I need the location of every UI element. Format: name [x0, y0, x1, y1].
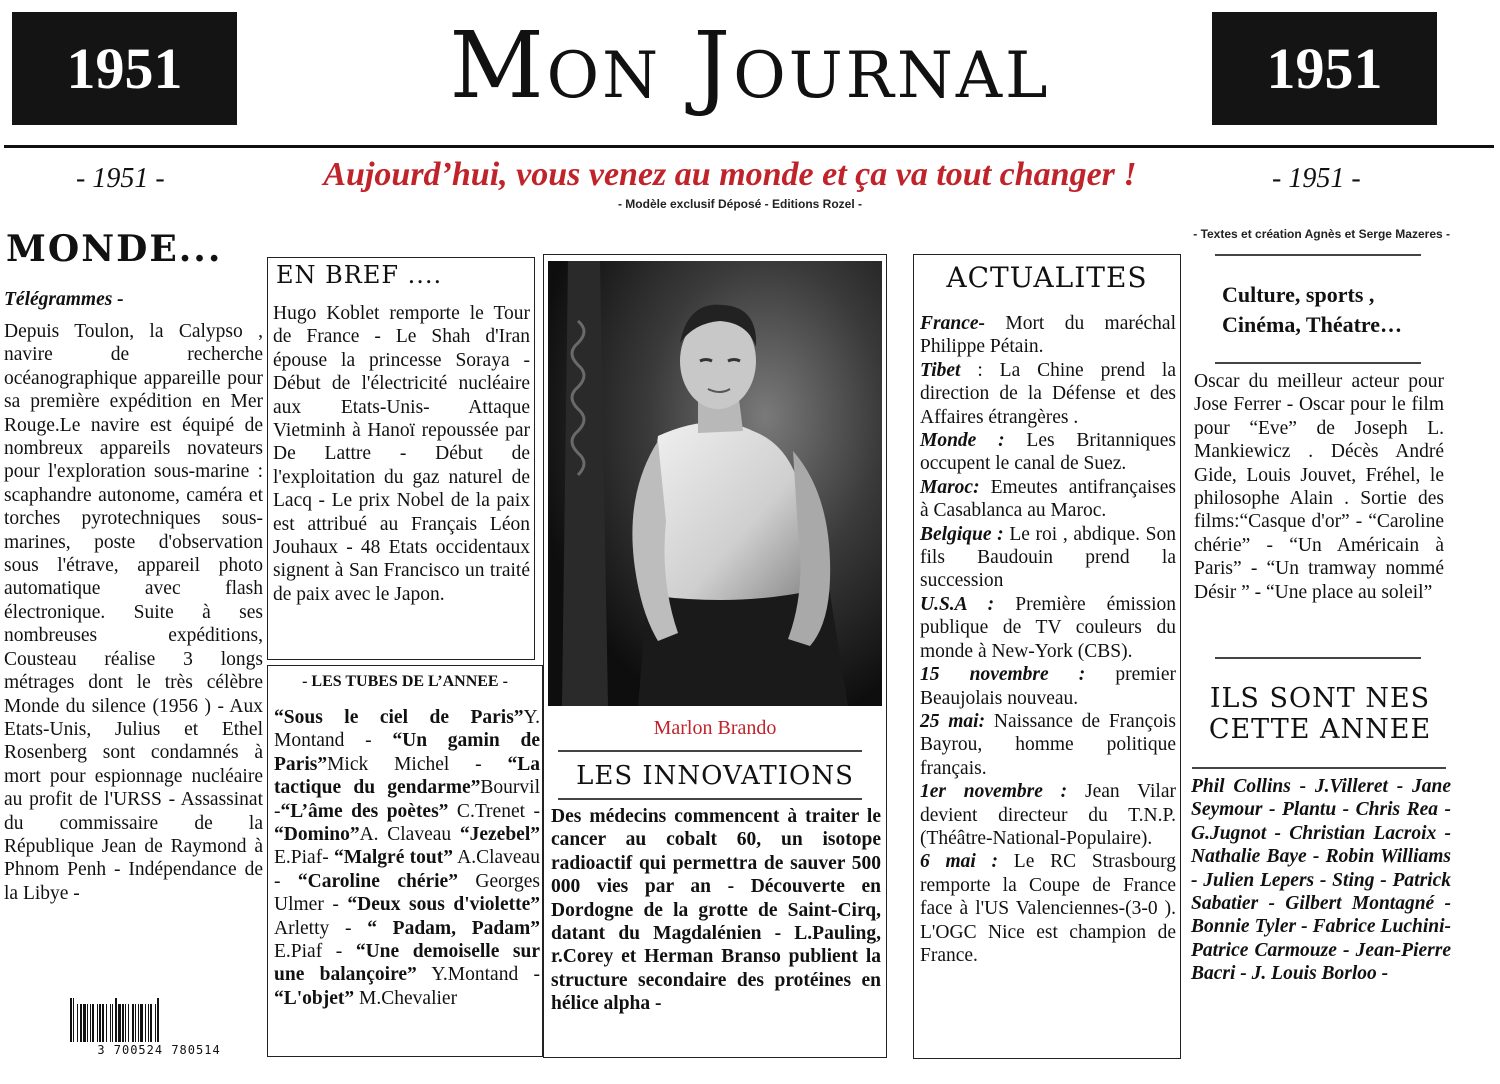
culture-rule-bottom — [1215, 657, 1421, 659]
culture-body: Oscar du meilleur acteur pour Jose Ferrer - Oscar pour le film pour “Eve” de Joseph L. Mankiewicz . Décès André Gide, Louis Jouvet, Fréhel, le philosophe Alain . Sortie des films:“Casque d'or” - “Caroline chérie” - “Un Américain à Paris” - “Un tramway nommé Désir ” - “Une place au soleil” — [1194, 371, 1444, 603]
tube-song: “Domino” — [274, 824, 360, 846]
barcode-image — [70, 998, 248, 1042]
tube-artist: C.Trenet - — [448, 800, 541, 822]
culture-title-line1: Culture, sports , — [1222, 282, 1375, 307]
tube-artist: Y. Montand - — [274, 707, 540, 752]
actualite-item — [920, 312, 1176, 359]
innovations-title: LES INNOVATIONS — [576, 761, 854, 791]
actualites-title: ACTUALITES — [946, 261, 1148, 294]
nes-body: Phil Collins - J.Villeret - Jane Seymour - Plantu - Chris Rea - G.Jugnot - Christian Lacroix - Nathalie Baye - Robin Williams - Julien Lepers - Sting - Patrick Sabatier - Gilbert Montagné - Bonnie Tyler - Fabrice Luchini-Patrice Carmouze - Jean-Pierre Bacri - J. Louis Borloo - — [1191, 776, 1451, 985]
tube-artist: Bourvil - — [274, 777, 540, 822]
culture-title-line2: Cinéma, Théatre… — [1222, 312, 1403, 337]
innovations-title-rule-bottom — [558, 798, 862, 800]
culture-rule-top — [1215, 254, 1421, 256]
tube-artist: E.Piaf - — [274, 941, 356, 963]
tube-song: “Malgré tout” — [333, 847, 453, 869]
actualite-label: Belgique : — [920, 523, 1004, 545]
year-small-left: - 1951 - — [76, 163, 165, 194]
model-note: - Modèle exclusif Déposé - Editions Rozel - — [617, 197, 863, 211]
actualites-list — [920, 312, 1176, 967]
en-bref-title: EN BREF .... — [276, 261, 443, 289]
actualite-text: : La Chine prend la direction de la Défense et des Affaires étrangères . — [920, 359, 1176, 428]
actualite-label: Monde : — [920, 430, 1005, 452]
year-small-right: - 1951 - — [1272, 163, 1361, 194]
actualite-label: 15 novembre : — [920, 664, 1086, 686]
year-right: 1951 — [1266, 36, 1383, 101]
tube-artist: A. Claveau — [359, 824, 460, 846]
tube-song: “ Padam, Padam” — [367, 917, 541, 939]
tube-song: “Deux sous d'violette” — [347, 894, 540, 916]
monde-title: MONDE... — [6, 228, 223, 270]
year-box-right — [1212, 12, 1437, 125]
actualite-text: Mort du maréchal Philippe Pétain. — [920, 313, 1176, 358]
tubes-box — [267, 665, 543, 1057]
nes-title-line2: CETTE ANNEE — [1208, 714, 1432, 745]
actualite-text: Le roi , abdique. Son fils Baudouin prend la succession — [920, 523, 1176, 592]
actualite-item — [920, 359, 1176, 429]
actualite-label: 6 mai : — [920, 851, 999, 873]
actualites-box — [913, 254, 1181, 1059]
tube-artist: Arletty - — [274, 917, 368, 939]
innovations-body: Des médecins commencent à traiter le cancer au cobalt 60, un isotope radioactif qui permettra de sauver 500 000 vies par an - Découverte en Dordogne de la grotte de Saint-Cirq, datant du Magdalénien - L.Pauling, r.Corey et Herman Branso publient la structure secondaire des protéines en hélice alpha - — [551, 806, 881, 1015]
tubes-list — [274, 706, 540, 1010]
masthead-title: Mon Journal — [449, 12, 1051, 119]
tube-song: “Jezebel” — [459, 824, 540, 846]
actualite-item — [920, 476, 1176, 523]
actualite-label: Tibet — [920, 359, 961, 381]
actualite-item — [920, 780, 1176, 850]
monde-subtitle: Télégrammes - — [4, 289, 124, 310]
tube-artist: Mick Michel - — [327, 753, 508, 775]
barcode-bar — [159, 998, 160, 1042]
tube-artist: Y.Montand - — [416, 964, 540, 986]
actualite-label: 1er novembre : — [920, 781, 1068, 803]
actualite-text: Jean Vilar devient directeur du T.N.P. (Théâtre-National-Populaire). — [920, 781, 1176, 849]
photo-caption: Marlon Brando — [653, 717, 777, 739]
monde-body: Depuis Toulon, la Calypso , navire de recherche océanographique appareille pour sa première expédition en Mer Rouge.Le navire est équipé de nombreux appareils novateurs pour l'exploration sous-marine : scaphandre autonome, caméra et torches pyrotechniques sous-marines, poste d'observation sous l'étrave, appareil photo automatique avec flash électronique. Suite à ses nombreuses expéditions, Cousteau réalise 3 longs métrages dont le très célèbre Monde du silence (1956 ) - Aux Etats-Unis, Julius et Ethel Rosenberg sont condamnés à mort pour espionnage nucléaire au profit de l'URSS - Assassinat du commissaire de la République Jean de Raymond à Phnom Penh - Indépendance de la Libye - — [4, 321, 263, 904]
tube-artist: A.Claveau - — [274, 847, 540, 892]
authors-note: - Textes et création Agnès et Serge Mazeres - — [1193, 227, 1450, 241]
tube-song: “Un gamin de Paris” — [274, 730, 540, 775]
en-bref-body: Hugo Koblet remporte le Tour de France - Le Shah d'Iran épouse la princesse Soraya - Début de l'électricité nucléaire aux Etats-Unis- Attaque Vietminh à Hanoï repoussée par De Lattre - Début de l'exploitation du gaz naturel de Lacq - Le prix Nobel de la paix est attribué au Français Léon Jouhaux - 48 Etats occidentaux signent à San Francisco un traité de paix avec le Japon. — [273, 303, 530, 605]
portrait-illustration — [548, 261, 882, 706]
tube-song: “Une demoiselle sur une balançoire” — [274, 941, 540, 986]
innovations-title-rule-top — [558, 750, 862, 752]
culture-rule-mid — [1215, 362, 1421, 364]
actualite-label: 25 mai: — [920, 710, 986, 732]
barcode-number: 3 700524 780514 — [97, 1043, 221, 1057]
tube-song: “Caroline chérie” — [297, 870, 458, 892]
year-box-left — [12, 12, 237, 125]
year-left: 1951 — [66, 36, 183, 101]
header-rule — [4, 145, 1494, 148]
actualite-text: Première émission publique de TV couleurs du monde à New-York (CBS). — [920, 593, 1177, 662]
actualite-item — [920, 429, 1176, 476]
portrait-photo — [548, 261, 882, 706]
tube-song: “L'objet” — [274, 987, 355, 1009]
tubes-title: - LES TUBES DE L’ANNEE - — [302, 673, 508, 690]
actualite-label: Maroc: — [920, 476, 980, 498]
nes-title-line1: ILS SONT NES — [1209, 683, 1431, 714]
actualite-text: Le RC Strasbourg remporte la Coupe de France face à l'US Valenciennes-(3-0 ). L'OGC Nice est champion de France. — [920, 851, 1176, 966]
actualite-label: France- — [920, 313, 985, 334]
actualite-item — [920, 593, 1176, 663]
tube-song: “Sous le ciel de Paris” — [274, 707, 524, 728]
photo-frame — [543, 254, 887, 1058]
tube-song: “L’âme des poètes” — [280, 800, 449, 822]
actualite-text: Les Britanniques occupent le canal de Suez. — [920, 430, 1176, 475]
actualite-item — [920, 850, 1176, 967]
actualite-text: Naissance de François Bayrou, homme politique français. — [920, 710, 1176, 779]
actualite-item — [920, 523, 1176, 593]
tube-artist: M.Chevalier — [354, 987, 458, 1009]
actualite-item — [920, 663, 1176, 710]
en-bref-box — [267, 257, 535, 660]
slogan: Aujourd’hui, vous venez au monde et ça va tout changer ! — [323, 156, 1137, 193]
actualite-text: Emeutes antifrançaises à Casablanca au Maroc. — [920, 476, 1176, 522]
actualite-item — [920, 710, 1176, 780]
tube-artist: Georges Ulmer - — [274, 870, 540, 916]
actualite-label: U.S.A : — [920, 593, 995, 615]
tube-song: “La tactique du gendarme” — [274, 753, 540, 799]
actualite-text: premier Beaujolais nouveau. — [920, 664, 1176, 709]
tube-artist: E.Piaf- — [274, 847, 334, 869]
nes-rule — [1192, 767, 1446, 769]
